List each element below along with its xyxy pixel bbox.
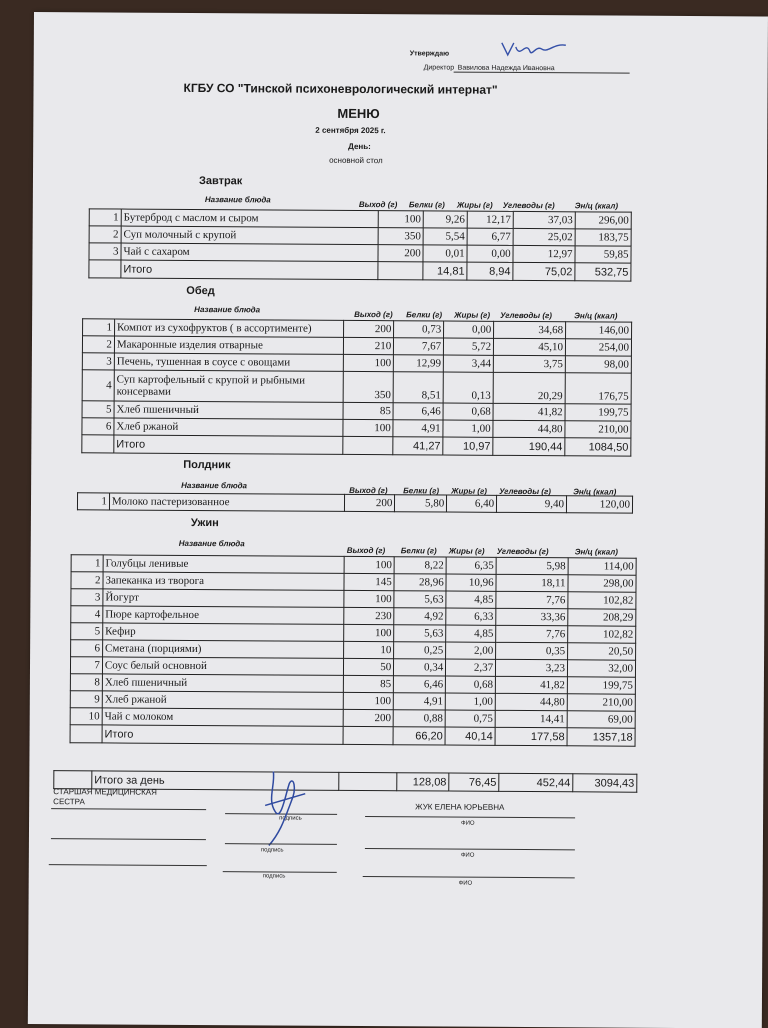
dish-name: Бутерброд с маслом и сыром (121, 209, 378, 228)
row-number: 2 (82, 336, 114, 353)
dish-protein: 28,96 (394, 574, 446, 591)
total-energy: 532,75 (575, 263, 631, 281)
dish-output: 350 (378, 228, 423, 245)
dish-protein: 9,26 (423, 211, 467, 228)
dish-carbs: 3,23 (496, 659, 568, 676)
dish-name: Кефир (103, 623, 345, 641)
dish-carbs: 41,82 (493, 403, 565, 420)
header-protein: Белки (г) (400, 546, 437, 556)
dish-fat: 6,35 (446, 557, 496, 574)
row-number: 10 (70, 708, 102, 725)
signature-line (51, 838, 206, 840)
section-title-snack: Полдник (183, 458, 231, 472)
dish-energy: 59,85 (575, 246, 631, 263)
total-carbs: 177,58 (495, 727, 567, 745)
header-fat: Жиры (г) (454, 310, 491, 320)
dish-output: 145 (344, 573, 394, 590)
approval-director-name: Вавилова Надежда Ивановна (454, 65, 630, 74)
dish-fat: 0,13 (443, 372, 493, 403)
row-number: 5 (82, 401, 114, 418)
fio-line (365, 848, 575, 850)
row-number: 1 (83, 319, 115, 336)
dish-fat: 12,17 (467, 211, 513, 228)
dish-output: 100 (344, 354, 394, 371)
header-protein: Белки (г) (408, 200, 445, 210)
dish-energy: 210,00 (567, 694, 635, 711)
header-protein: Белки (г) (403, 486, 440, 496)
header-output: Выход (г) (346, 545, 386, 556)
row-number: 2 (71, 572, 103, 589)
total-protein: 14,81 (423, 262, 467, 280)
dish-fat: 0,75 (445, 710, 495, 727)
dish-output: 210 (344, 337, 394, 354)
nurse-title: СТАРШАЯ МЕДИЦИНСКАЯ СЕСТРА (53, 787, 157, 807)
dish-protein: 6,46 (393, 403, 443, 420)
dish-name: Пюре картофельное (103, 606, 345, 624)
dish-energy: 120,00 (566, 496, 632, 513)
header-name: Название блюда (181, 480, 248, 491)
total-row (70, 725, 635, 746)
page-title: МЕНЮ (337, 105, 380, 122)
dish-carbs: 41,82 (495, 676, 567, 693)
dish-fat: 6,33 (446, 608, 496, 625)
row-number: 8 (70, 674, 102, 691)
dish-output: 350 (344, 371, 394, 402)
header-fat: Жиры (г) (456, 200, 493, 210)
total-row (82, 435, 631, 456)
row-number: 3 (82, 353, 114, 370)
row-number: 2 (89, 226, 121, 243)
dish-protein: 5,54 (423, 228, 467, 245)
dish-energy: 102,82 (568, 592, 636, 609)
dish-fat: 3,44 (444, 355, 494, 372)
section-title-lunch: Обед (186, 284, 215, 298)
dish-output: 100 (344, 624, 394, 641)
sign-caption: подпись (262, 873, 286, 880)
dish-name: Суп молочный с крупой (121, 226, 378, 245)
dish-fat: 2,00 (446, 642, 496, 659)
dish-carbs: 45,10 (494, 338, 566, 355)
row-number: 5 (71, 623, 103, 640)
header-fat: Жиры (г) (451, 486, 487, 496)
dish-energy: 183,75 (575, 229, 631, 246)
header-energy: Эн/ц (ккал) (574, 201, 619, 211)
signature-line (51, 808, 206, 810)
dish-carbs: 34,68 (494, 321, 566, 338)
row-number: 6 (82, 418, 114, 435)
total-carbs: 75,02 (513, 262, 575, 280)
breakfast-table (88, 208, 631, 281)
dish-carbs: 0,35 (496, 642, 568, 659)
dish-energy: 32,00 (567, 660, 635, 677)
fio-line (363, 876, 575, 878)
dish-fat: 6,40 (447, 495, 497, 512)
dish-name: Макаронные изделия отварные (114, 336, 344, 354)
dish-energy: 298,00 (568, 575, 636, 592)
dish-name: Хлеб ржаной (102, 691, 344, 709)
header-output: Выход (г) (358, 199, 398, 210)
dish-energy: 20,50 (568, 643, 636, 660)
dish-carbs: 44,80 (495, 693, 567, 710)
organization-name: КГБУ СО "Тинской психоневрологический интернат" (183, 80, 498, 97)
dish-fat: 1,00 (443, 420, 493, 437)
row-number: 3 (71, 589, 103, 606)
header-protein: Белки (г) (406, 310, 443, 320)
dish-protein: 4,91 (394, 693, 446, 710)
header-energy: Эн/ц (ккал) (573, 487, 617, 497)
dish-carbs: 44,80 (493, 420, 565, 437)
header-energy: Эн/ц (ккал) (574, 547, 619, 557)
dish-name: Чай с молоком (102, 708, 344, 726)
nurse-signature (245, 765, 316, 849)
dish-protein: 0,01 (423, 245, 467, 262)
dish-carbs: 5,98 (496, 557, 568, 574)
dish-name: Суп картофельный с крупой и рыбными консервами (114, 370, 344, 402)
director-signature (496, 37, 570, 67)
dish-fat: 1,00 (445, 693, 495, 710)
section-title-dinner: Ужин (190, 516, 219, 530)
dish-fat: 0,68 (443, 403, 493, 420)
day-total-energy: 3094,43 (573, 774, 637, 792)
dish-name: Печень, тушенная в соусе с овощами (114, 353, 344, 371)
day-total-label: Итого за день (92, 771, 340, 791)
day-total-fat: 76,45 (449, 773, 499, 791)
total-energy: 1357,18 (567, 728, 635, 746)
dish-output: 200 (345, 494, 395, 511)
fio-caption: ФИО (460, 852, 475, 859)
total-fat: 8,94 (467, 262, 513, 280)
total-fat: 10,97 (443, 437, 493, 455)
dish-output: 100 (378, 211, 423, 228)
total-carbs: 190,44 (493, 437, 565, 455)
dish-output: 230 (344, 607, 394, 624)
dish-name: Соус белый основной (102, 657, 344, 675)
dish-carbs: 14,41 (495, 710, 567, 727)
signature-line (49, 864, 207, 866)
day-label: День: (348, 141, 371, 152)
dish-carbs: 20,29 (493, 372, 565, 403)
table-type: основной стол (329, 155, 383, 166)
dish-energy: 146,00 (566, 322, 632, 339)
day-total-protein: 128,08 (397, 773, 449, 791)
header-name: Название блюда (194, 304, 261, 315)
header-output: Выход (г) (354, 309, 393, 320)
dish-protein: 6,46 (394, 676, 446, 693)
dish-energy: 210,00 (565, 421, 631, 438)
dish-carbs: 25,02 (513, 228, 575, 245)
dish-output: 200 (378, 245, 423, 262)
dish-carbs: 7,76 (496, 591, 568, 608)
fio-line (365, 816, 575, 818)
dish-protein: 5,63 (394, 591, 446, 608)
dish-carbs: 37,03 (513, 211, 575, 228)
dish-protein: 8,22 (394, 557, 446, 574)
dish-energy: 114,00 (568, 558, 636, 575)
dish-energy: 69,00 (567, 711, 635, 728)
dish-carbs: 3,75 (493, 355, 565, 372)
header-carbs: Углеводы (г) (502, 200, 555, 211)
total-row (89, 260, 631, 281)
table-row (77, 493, 632, 513)
snack-table (77, 492, 633, 513)
row-number: 4 (71, 606, 103, 623)
dish-protein: 0,88 (393, 710, 445, 727)
dish-name: Йогурт (103, 589, 345, 607)
row-number: 3 (89, 243, 121, 260)
dish-carbs: 33,36 (496, 608, 568, 625)
menu-document (28, 12, 768, 1028)
row-number: 7 (70, 657, 102, 674)
sign-caption: подпись (260, 847, 284, 854)
dish-output: 100 (344, 590, 394, 607)
approval-position: Директор (423, 64, 455, 72)
fio-caption: ФИО (458, 880, 473, 887)
header-name: Название блюда (178, 538, 245, 549)
dish-output: 100 (344, 556, 394, 573)
row-number: 1 (77, 493, 109, 510)
header-carbs: Углеводы (г) (500, 310, 553, 321)
section-title-breakfast: Завтрак (198, 175, 243, 188)
dish-name: Молоко пастеризованное (109, 493, 345, 511)
dish-protein: 7,67 (394, 338, 444, 355)
dish-fat: 0,68 (446, 676, 496, 693)
dish-energy: 208,29 (568, 609, 636, 626)
header-fat: Жиры (г) (448, 546, 485, 556)
dish-fat: 2,37 (446, 659, 496, 676)
dish-name: Запеканка из творога (103, 572, 345, 590)
dish-carbs: 7,76 (496, 625, 568, 642)
dish-protein: 5,80 (395, 495, 447, 512)
row-number: 1 (71, 555, 103, 572)
nurse-name: ЖУК ЕЛЕНА ЮРЬЕВНА (415, 802, 505, 812)
header-energy: Эн/ц (ккал) (574, 311, 618, 321)
day-total-carbs: 452,44 (499, 773, 573, 791)
dish-output: 100 (344, 692, 394, 709)
total-protein: 41,27 (393, 437, 443, 455)
dish-output: 10 (344, 641, 394, 658)
table-row (82, 370, 631, 404)
dish-carbs: 12,97 (513, 245, 575, 262)
dish-energy: 254,00 (565, 339, 631, 356)
row-number: 4 (82, 370, 114, 401)
dish-protein: 0,25 (394, 642, 446, 659)
dish-fat: 4,85 (446, 591, 496, 608)
header-name: Название блюда (204, 195, 271, 205)
row-number: 6 (71, 640, 103, 657)
dish-protein: 0,73 (394, 321, 444, 338)
dish-energy: 102,82 (568, 626, 636, 643)
dish-protein: 12,99 (394, 355, 444, 372)
dish-energy: 199,75 (565, 404, 631, 421)
dish-protein: 5,63 (394, 625, 446, 642)
dish-fat: 0,00 (467, 245, 513, 262)
dish-name: Чай с сахаром (121, 243, 378, 262)
total-label: Итого (121, 260, 378, 280)
total-energy: 1084,50 (565, 438, 631, 456)
total-label: Итого (114, 435, 344, 454)
dish-protein: 4,92 (394, 608, 446, 625)
lunch-table (81, 318, 632, 456)
dish-output: 50 (344, 658, 394, 675)
dish-name: Компот из сухофруктов ( в ассортименте) (114, 319, 344, 337)
total-label: Итого (102, 725, 344, 744)
dish-protein: 0,34 (394, 659, 446, 676)
dish-output: 85 (344, 675, 394, 692)
dish-output: 200 (344, 320, 394, 337)
header-output: Выход (г) (349, 485, 388, 496)
total-protein: 66,20 (393, 727, 445, 745)
total-fat: 40,14 (445, 727, 495, 745)
dish-name: Хлеб пшеничный (102, 674, 344, 692)
dish-carbs: 18,11 (496, 574, 568, 591)
dish-protein: 4,91 (393, 420, 443, 437)
dish-energy: 199,75 (567, 677, 635, 694)
dish-fat: 0,00 (444, 321, 494, 338)
dish-energy: 296,00 (575, 212, 631, 229)
header-carbs: Углеводы (г) (499, 486, 551, 497)
dish-fat: 6,77 (467, 228, 513, 245)
fio-caption: ФИО (461, 820, 475, 827)
dish-output: 85 (343, 402, 393, 419)
dish-name: Голубцы ленивые (103, 555, 345, 573)
approval-label: Утверждаю (409, 50, 450, 58)
dinner-table (70, 554, 637, 746)
dish-fat: 4,85 (446, 625, 496, 642)
dish-name: Хлеб ржаной (114, 418, 344, 436)
dish-protein: 8,51 (393, 372, 443, 403)
dish-output: 100 (343, 419, 393, 436)
row-number: 9 (70, 691, 102, 708)
menu-date: 2 сентября 2025 г. (315, 125, 386, 136)
dish-energy: 98,00 (565, 356, 631, 373)
dish-fat: 10,96 (446, 574, 496, 591)
dish-energy: 176,75 (565, 373, 631, 404)
dish-name: Сметана (порциями) (102, 640, 344, 658)
header-carbs: Углеводы (г) (496, 546, 549, 557)
row-number: 1 (89, 209, 121, 226)
sign-caption: подпись (279, 815, 302, 822)
dish-fat: 5,72 (444, 338, 494, 355)
dish-carbs: 9,40 (497, 495, 567, 512)
dish-output: 200 (344, 709, 394, 726)
dish-name: Хлеб пшеничный (114, 401, 344, 419)
